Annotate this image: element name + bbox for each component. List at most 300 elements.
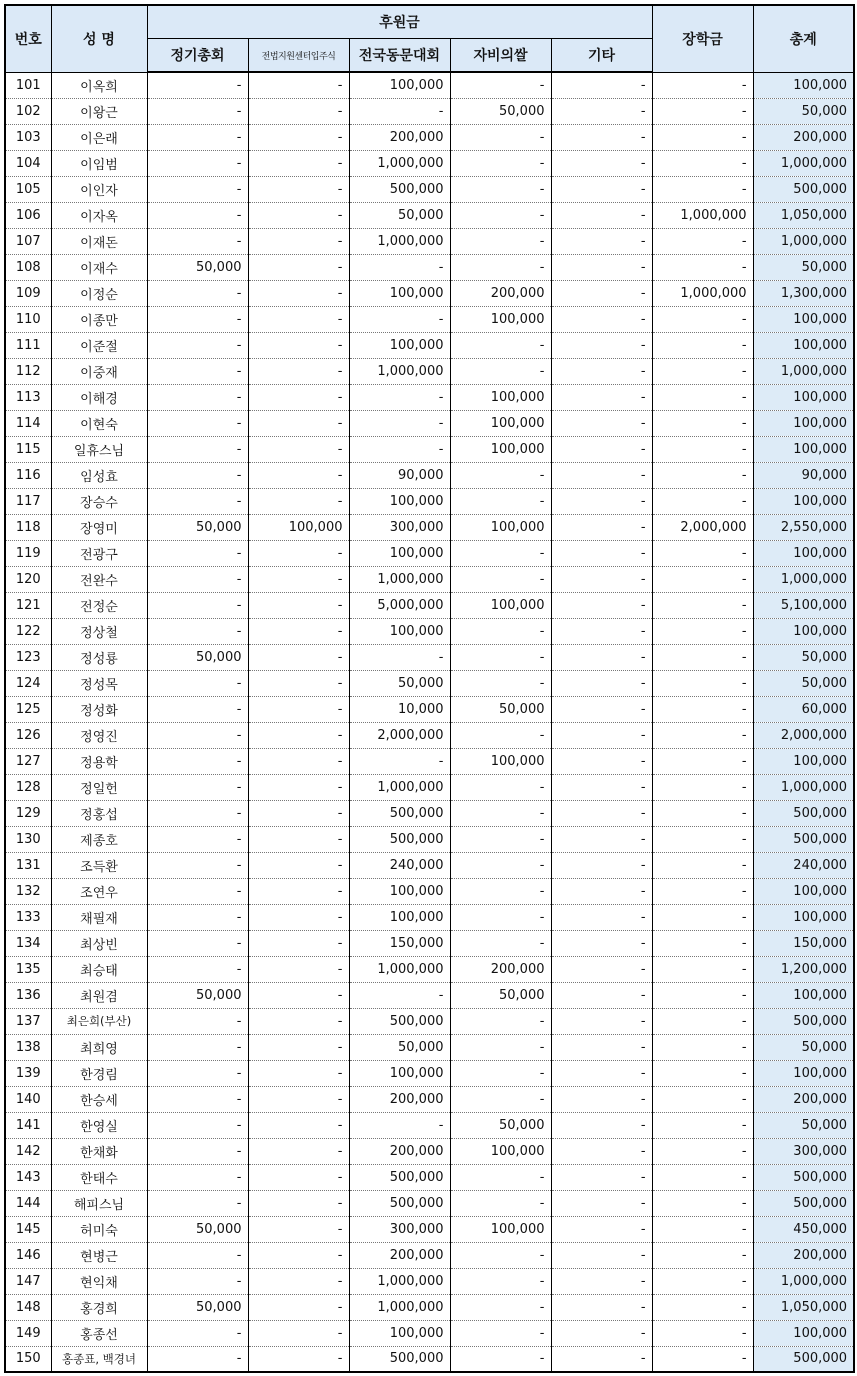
cell-total: 90,000 — [753, 462, 854, 488]
cell-name: 전완수 — [51, 566, 147, 592]
cell-regular: - — [147, 462, 248, 488]
cell-scholarship: - — [652, 618, 753, 644]
cell-name: 이준절 — [51, 332, 147, 358]
cell-scholarship: - — [652, 150, 753, 176]
cell-regular: - — [147, 904, 248, 930]
cell-scholarship: - — [652, 1008, 753, 1034]
table-row — [5, 384, 854, 410]
table-row — [5, 852, 854, 878]
cell-national-meet: - — [349, 748, 450, 774]
cell-name: 최원겸 — [51, 982, 147, 1008]
cell-regular: - — [147, 306, 248, 332]
cell-regular: - — [147, 1008, 248, 1034]
cell-regular: - — [147, 800, 248, 826]
table-row — [5, 1346, 854, 1372]
cell-scholarship: - — [652, 696, 753, 722]
header-scholarship: 장학금 — [652, 5, 753, 72]
cell-regular: - — [147, 332, 248, 358]
cell-legal-center: - — [248, 124, 349, 150]
cell-scholarship: - — [652, 72, 753, 98]
cell-name: 정성목 — [51, 670, 147, 696]
cell-regular: - — [147, 1346, 248, 1372]
cell-national-meet: 500,000 — [349, 1008, 450, 1034]
cell-mercy-rice: 100,000 — [450, 436, 551, 462]
cell-scholarship: - — [652, 1112, 753, 1138]
cell-total: 2,000,000 — [753, 722, 854, 748]
header-legal-center: 전법지원센터입주식 — [248, 39, 349, 73]
cell-legal-center: - — [248, 280, 349, 306]
cell-other: - — [551, 332, 652, 358]
cell-name: 제종호 — [51, 826, 147, 852]
cell-legal-center: - — [248, 1112, 349, 1138]
cell-scholarship: - — [652, 722, 753, 748]
cell-legal-center: - — [248, 436, 349, 462]
cell-national-meet: 500,000 — [349, 1346, 450, 1372]
cell-legal-center: - — [248, 904, 349, 930]
cell-name: 홍종선 — [51, 1320, 147, 1346]
cell-other: - — [551, 1190, 652, 1216]
cell-total: 1,050,000 — [753, 1294, 854, 1320]
cell-total: 100,000 — [753, 1060, 854, 1086]
table-row — [5, 592, 854, 618]
cell-total: 500,000 — [753, 800, 854, 826]
cell-no: 110 — [5, 306, 51, 332]
cell-legal-center: - — [248, 98, 349, 124]
cell-scholarship: - — [652, 1320, 753, 1346]
cell-other: - — [551, 982, 652, 1008]
cell-regular: 50,000 — [147, 254, 248, 280]
cell-legal-center: - — [248, 1242, 349, 1268]
cell-no: 111 — [5, 332, 51, 358]
cell-national-meet: 100,000 — [349, 332, 450, 358]
cell-legal-center: - — [248, 800, 349, 826]
cell-national-meet: - — [349, 410, 450, 436]
cell-mercy-rice: - — [450, 150, 551, 176]
cell-national-meet: 50,000 — [349, 202, 450, 228]
cell-legal-center: - — [248, 644, 349, 670]
table-row — [5, 150, 854, 176]
cell-mercy-rice: - — [450, 644, 551, 670]
cell-regular: - — [147, 956, 248, 982]
cell-name: 조득환 — [51, 852, 147, 878]
cell-mercy-rice: - — [450, 826, 551, 852]
table-row — [5, 124, 854, 150]
cell-regular: - — [147, 774, 248, 800]
cell-name: 이옥희 — [51, 72, 147, 98]
cell-national-meet: 200,000 — [349, 124, 450, 150]
cell-regular: - — [147, 1034, 248, 1060]
cell-regular: - — [147, 150, 248, 176]
table-row — [5, 540, 854, 566]
cell-national-meet: 1,000,000 — [349, 358, 450, 384]
cell-other: - — [551, 1164, 652, 1190]
cell-national-meet: 100,000 — [349, 618, 450, 644]
cell-national-meet: 100,000 — [349, 904, 450, 930]
cell-other: - — [551, 774, 652, 800]
cell-name: 해피스님 — [51, 1190, 147, 1216]
cell-mercy-rice: 100,000 — [450, 1216, 551, 1242]
cell-regular: - — [147, 670, 248, 696]
cell-legal-center: - — [248, 176, 349, 202]
cell-other: - — [551, 228, 652, 254]
cell-mercy-rice: 100,000 — [450, 306, 551, 332]
table-row — [5, 228, 854, 254]
cell-other: - — [551, 1112, 652, 1138]
cell-other: - — [551, 1216, 652, 1242]
cell-no: 132 — [5, 878, 51, 904]
cell-no: 113 — [5, 384, 51, 410]
table-row — [5, 332, 854, 358]
table-row — [5, 696, 854, 722]
cell-national-meet: - — [349, 436, 450, 462]
cell-scholarship: - — [652, 826, 753, 852]
cell-other: - — [551, 1060, 652, 1086]
cell-no: 135 — [5, 956, 51, 982]
cell-mercy-rice: 50,000 — [450, 1112, 551, 1138]
cell-mercy-rice: - — [450, 1320, 551, 1346]
table-row — [5, 254, 854, 280]
cell-total: 500,000 — [753, 1346, 854, 1372]
cell-mercy-rice: - — [450, 852, 551, 878]
cell-legal-center: - — [248, 670, 349, 696]
cell-name: 정상철 — [51, 618, 147, 644]
cell-mercy-rice: 100,000 — [450, 384, 551, 410]
cell-scholarship: - — [652, 1294, 753, 1320]
cell-national-meet: 1,000,000 — [349, 228, 450, 254]
cell-legal-center: - — [248, 462, 349, 488]
cell-legal-center: - — [248, 930, 349, 956]
cell-legal-center: - — [248, 852, 349, 878]
cell-no: 129 — [5, 800, 51, 826]
table-row — [5, 410, 854, 436]
cell-national-meet: 500,000 — [349, 826, 450, 852]
cell-name: 현익채 — [51, 1268, 147, 1294]
cell-regular: 50,000 — [147, 514, 248, 540]
cell-name: 이재수 — [51, 254, 147, 280]
cell-other: - — [551, 462, 652, 488]
cell-no: 108 — [5, 254, 51, 280]
cell-no: 121 — [5, 592, 51, 618]
table-row — [5, 462, 854, 488]
cell-no: 137 — [5, 1008, 51, 1034]
cell-mercy-rice: - — [450, 1164, 551, 1190]
cell-scholarship: - — [652, 878, 753, 904]
cell-scholarship: - — [652, 566, 753, 592]
cell-national-meet: 100,000 — [349, 280, 450, 306]
cell-legal-center: - — [248, 1320, 349, 1346]
cell-name: 임성효 — [51, 462, 147, 488]
cell-other: - — [551, 722, 652, 748]
cell-name: 이정순 — [51, 280, 147, 306]
cell-total: 1,200,000 — [753, 956, 854, 982]
cell-other: - — [551, 826, 652, 852]
cell-no: 148 — [5, 1294, 51, 1320]
cell-name: 전정순 — [51, 592, 147, 618]
header-total: 총계 — [753, 5, 854, 72]
cell-no: 150 — [5, 1346, 51, 1372]
cell-legal-center: - — [248, 722, 349, 748]
cell-legal-center: - — [248, 826, 349, 852]
cell-no: 115 — [5, 436, 51, 462]
cell-mercy-rice: - — [450, 1346, 551, 1372]
cell-no: 109 — [5, 280, 51, 306]
cell-name: 정홍섭 — [51, 800, 147, 826]
cell-regular: 50,000 — [147, 644, 248, 670]
cell-regular: - — [147, 722, 248, 748]
table-row — [5, 1086, 854, 1112]
cell-scholarship: - — [652, 176, 753, 202]
cell-other: - — [551, 592, 652, 618]
cell-mercy-rice: - — [450, 878, 551, 904]
cell-name: 정영진 — [51, 722, 147, 748]
cell-legal-center: - — [248, 540, 349, 566]
cell-legal-center: - — [248, 982, 349, 1008]
cell-regular: - — [147, 1138, 248, 1164]
cell-national-meet: 50,000 — [349, 670, 450, 696]
cell-no: 116 — [5, 462, 51, 488]
cell-scholarship: - — [652, 956, 753, 982]
cell-national-meet: - — [349, 982, 450, 1008]
cell-no: 131 — [5, 852, 51, 878]
cell-regular: - — [147, 228, 248, 254]
cell-no: 119 — [5, 540, 51, 566]
cell-name: 이현숙 — [51, 410, 147, 436]
cell-no: 133 — [5, 904, 51, 930]
cell-total: 50,000 — [753, 1112, 854, 1138]
cell-scholarship: - — [652, 1346, 753, 1372]
cell-regular: - — [147, 72, 248, 98]
cell-name: 정용학 — [51, 748, 147, 774]
cell-regular: - — [147, 852, 248, 878]
cell-scholarship: - — [652, 410, 753, 436]
cell-legal-center: - — [248, 1294, 349, 1320]
cell-no: 146 — [5, 1242, 51, 1268]
header-donation-group: 후원금 — [147, 5, 652, 39]
cell-total: 100,000 — [753, 904, 854, 930]
cell-name: 정성화 — [51, 696, 147, 722]
cell-no: 124 — [5, 670, 51, 696]
cell-national-meet: 500,000 — [349, 1190, 450, 1216]
cell-regular: - — [147, 566, 248, 592]
cell-total: 100,000 — [753, 332, 854, 358]
cell-name: 정일헌 — [51, 774, 147, 800]
cell-other: - — [551, 1034, 652, 1060]
cell-name: 현병근 — [51, 1242, 147, 1268]
cell-name: 이재돈 — [51, 228, 147, 254]
cell-no: 107 — [5, 228, 51, 254]
cell-name: 홍경희 — [51, 1294, 147, 1320]
cell-mercy-rice: - — [450, 670, 551, 696]
table-row — [5, 1034, 854, 1060]
cell-mercy-rice: - — [450, 176, 551, 202]
cell-total: 100,000 — [753, 488, 854, 514]
cell-mercy-rice: 100,000 — [450, 592, 551, 618]
cell-name: 이자옥 — [51, 202, 147, 228]
table-row — [5, 1138, 854, 1164]
cell-national-meet: 200,000 — [349, 1086, 450, 1112]
table-row — [5, 748, 854, 774]
cell-other: - — [551, 1268, 652, 1294]
cell-legal-center: - — [248, 1346, 349, 1372]
cell-other: - — [551, 280, 652, 306]
cell-no: 134 — [5, 930, 51, 956]
table-row — [5, 566, 854, 592]
table-row — [5, 800, 854, 826]
cell-other: - — [551, 1294, 652, 1320]
cell-other: - — [551, 618, 652, 644]
cell-other: - — [551, 748, 652, 774]
cell-name: 정성룡 — [51, 644, 147, 670]
cell-regular: - — [147, 1060, 248, 1086]
table-row — [5, 358, 854, 384]
cell-legal-center: - — [248, 566, 349, 592]
cell-national-meet: 1,000,000 — [349, 774, 450, 800]
cell-scholarship: - — [652, 904, 753, 930]
cell-national-meet: 300,000 — [349, 514, 450, 540]
table-row — [5, 488, 854, 514]
table-row — [5, 306, 854, 332]
cell-total: 1,000,000 — [753, 774, 854, 800]
cell-total: 500,000 — [753, 176, 854, 202]
cell-total: 1,000,000 — [753, 358, 854, 384]
cell-regular: - — [147, 540, 248, 566]
cell-scholarship: - — [652, 1268, 753, 1294]
cell-legal-center: - — [248, 1138, 349, 1164]
cell-mercy-rice: - — [450, 254, 551, 280]
cell-mercy-rice: 100,000 — [450, 1138, 551, 1164]
cell-mercy-rice: - — [450, 1294, 551, 1320]
cell-name: 장영미 — [51, 514, 147, 540]
cell-scholarship: - — [652, 592, 753, 618]
cell-other: - — [551, 98, 652, 124]
cell-other: - — [551, 1138, 652, 1164]
cell-legal-center: - — [248, 1060, 349, 1086]
cell-scholarship: 2,000,000 — [652, 514, 753, 540]
cell-regular: - — [147, 748, 248, 774]
cell-mercy-rice: 100,000 — [450, 748, 551, 774]
cell-mercy-rice: - — [450, 1086, 551, 1112]
cell-scholarship: - — [652, 852, 753, 878]
cell-legal-center: - — [248, 1086, 349, 1112]
table-row — [5, 826, 854, 852]
cell-national-meet: 5,000,000 — [349, 592, 450, 618]
cell-regular: - — [147, 176, 248, 202]
cell-other: - — [551, 358, 652, 384]
cell-no: 142 — [5, 1138, 51, 1164]
cell-national-meet: 500,000 — [349, 1164, 450, 1190]
cell-other: - — [551, 956, 652, 982]
cell-regular: 50,000 — [147, 982, 248, 1008]
cell-legal-center: - — [248, 228, 349, 254]
cell-other: - — [551, 176, 652, 202]
cell-name: 장승수 — [51, 488, 147, 514]
cell-mercy-rice: - — [450, 462, 551, 488]
cell-no: 136 — [5, 982, 51, 1008]
cell-name: 채필재 — [51, 904, 147, 930]
cell-other: - — [551, 410, 652, 436]
table-row — [5, 644, 854, 670]
cell-mercy-rice: - — [450, 358, 551, 384]
cell-regular: - — [147, 930, 248, 956]
cell-total: 100,000 — [753, 384, 854, 410]
cell-national-meet: 100,000 — [349, 878, 450, 904]
cell-scholarship: - — [652, 1164, 753, 1190]
cell-mercy-rice: 100,000 — [450, 514, 551, 540]
cell-scholarship: - — [652, 98, 753, 124]
cell-regular: 50,000 — [147, 1294, 248, 1320]
cell-total: 50,000 — [753, 254, 854, 280]
cell-other: - — [551, 1008, 652, 1034]
cell-no: 130 — [5, 826, 51, 852]
table-row — [5, 1008, 854, 1034]
cell-total: 2,550,000 — [753, 514, 854, 540]
cell-mercy-rice: - — [450, 618, 551, 644]
cell-national-meet: 100,000 — [349, 1320, 450, 1346]
cell-regular: - — [147, 1268, 248, 1294]
cell-regular: - — [147, 696, 248, 722]
cell-national-meet: 90,000 — [349, 462, 450, 488]
table-row — [5, 618, 854, 644]
cell-no: 125 — [5, 696, 51, 722]
cell-legal-center: - — [248, 1034, 349, 1060]
table-row — [5, 930, 854, 956]
cell-name: 허미숙 — [51, 1216, 147, 1242]
cell-national-meet: 1,000,000 — [349, 956, 450, 982]
cell-other: - — [551, 904, 652, 930]
cell-total: 1,000,000 — [753, 150, 854, 176]
cell-legal-center: - — [248, 956, 349, 982]
cell-name: 한영실 — [51, 1112, 147, 1138]
cell-national-meet: 200,000 — [349, 1138, 450, 1164]
cell-mercy-rice: - — [450, 1060, 551, 1086]
cell-no: 117 — [5, 488, 51, 514]
cell-total: 50,000 — [753, 644, 854, 670]
cell-other: - — [551, 202, 652, 228]
cell-mercy-rice: - — [450, 904, 551, 930]
cell-national-meet: 10,000 — [349, 696, 450, 722]
cell-no: 122 — [5, 618, 51, 644]
cell-mercy-rice: 200,000 — [450, 956, 551, 982]
cell-scholarship: - — [652, 488, 753, 514]
cell-scholarship: - — [652, 306, 753, 332]
cell-regular: - — [147, 488, 248, 514]
cell-total: 100,000 — [753, 748, 854, 774]
cell-scholarship: - — [652, 670, 753, 696]
cell-scholarship: - — [652, 930, 753, 956]
cell-total: 1,000,000 — [753, 1268, 854, 1294]
cell-regular: - — [147, 1242, 248, 1268]
cell-other: - — [551, 306, 652, 332]
cell-total: 100,000 — [753, 618, 854, 644]
cell-other: - — [551, 540, 652, 566]
cell-mercy-rice: - — [450, 1008, 551, 1034]
cell-name: 홍종표, 백경녀 — [51, 1346, 147, 1372]
cell-mercy-rice: - — [450, 1034, 551, 1060]
cell-regular: - — [147, 410, 248, 436]
cell-name: 최희영 — [51, 1034, 147, 1060]
cell-mercy-rice: - — [450, 202, 551, 228]
table-row — [5, 904, 854, 930]
cell-other: - — [551, 72, 652, 98]
cell-mercy-rice: - — [450, 124, 551, 150]
cell-national-meet: - — [349, 384, 450, 410]
cell-regular: - — [147, 98, 248, 124]
cell-other: - — [551, 800, 652, 826]
cell-legal-center: - — [248, 254, 349, 280]
cell-name: 이임범 — [51, 150, 147, 176]
cell-mercy-rice: - — [450, 228, 551, 254]
cell-scholarship: - — [652, 332, 753, 358]
